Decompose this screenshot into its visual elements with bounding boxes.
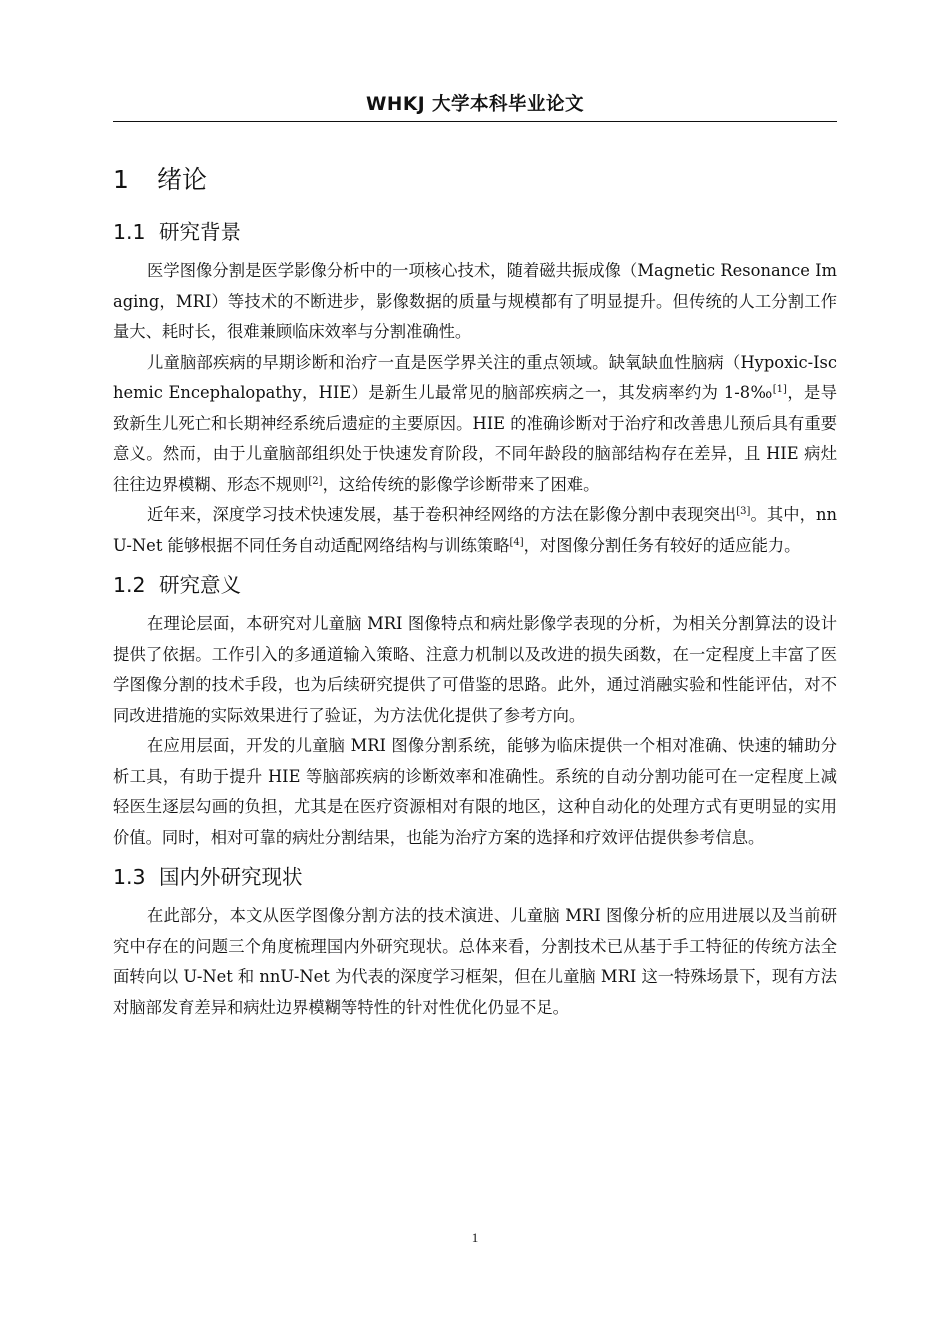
section-title: 研究意义	[159, 573, 241, 597]
paragraph	[113, 901, 837, 1023]
chapter-heading	[113, 160, 837, 200]
paragraph	[113, 500, 837, 561]
paragraph-text: 儿童脑部疾病的早期诊断和治疗一直是医学界关注的重点领域。缺氧缺血性脑病（Hypoxic-Ischemic Encephalopathy，HIE）是新生儿最常见的脑部疾病之一，其发病率约为 1-8‰	[113, 352, 837, 402]
main-content	[113, 160, 837, 1023]
running-header: WHKJ 大学本科毕业论文	[365, 94, 585, 115]
section-heading	[113, 569, 837, 601]
paragraph	[113, 609, 837, 731]
chapter-number: 1	[113, 165, 129, 194]
citation: [3]	[736, 506, 751, 517]
paragraph	[113, 731, 837, 853]
paragraph-text: 在理论层面，本研究对儿童脑 MRI 图像特点和病灶影像学表现的分析，为相关分割算法的设计提供了依据。工作引入的多通道输入策略、注意力机制以及改进的损失函数，在一定程度上丰富了医学图像分割的技术手段，也为后续研究提供了可借鉴的思路。此外，通过消融实验和性能评估，对不同改进措施的实际效果进行了验证，为方法优化提供了参考方向。	[113, 614, 837, 725]
section-number: 1.1	[113, 220, 146, 244]
section-number: 1.2	[113, 573, 146, 597]
citation: [1]	[772, 384, 787, 395]
paragraph-text: 近年来，深度学习技术快速发展，基于卷积神经网络的方法在影像分割中表现突出	[147, 505, 737, 524]
section-title: 研究背景	[159, 220, 241, 244]
section-number: 1.3	[113, 865, 146, 889]
paragraph-text: 。其中，nnU-Net 能够根据不同任务自动适配网络结构与训练策略	[113, 505, 837, 555]
citation: [4]	[509, 536, 524, 548]
section-title: 国内外研究现状	[159, 865, 303, 889]
section-heading	[113, 216, 837, 248]
paragraph-text: 在此部分，本文从医学图像分割方法的技术演进、儿童脑 MRI 图像分析的应用进展以及当前研究中存在的问题三个角度梳理国内外研究现状。总体来看，分割技术已从基于手工特征的传统方法全面转向以 U-Net 和 nnU-Net 为代表的深度学习框架，但在儿童脑 MRI 这一特殊场景下，现有方法对脑部发育差异和病灶边界模糊等特性的针对性优化仍显不足。	[113, 906, 837, 1017]
citation: [2]	[308, 475, 323, 487]
paragraph	[113, 256, 837, 348]
paragraph	[113, 348, 837, 501]
header-rule	[113, 121, 837, 122]
chapter-title: 绪论	[157, 165, 208, 194]
section-heading	[113, 861, 837, 893]
paragraph-text: ，这给传统的影像学诊断带来了困难。	[322, 474, 600, 494]
paragraph-text: ，对图像分割任务有较好的适应能力。	[523, 535, 801, 555]
paragraph-text: ，是导致新生儿死亡和长期神经系统后遗症的主要原因。HIE 的准确诊断对于治疗和改善患儿预后具有重要意义。然而，由于儿童脑部组织处于快速发育阶段，不同年龄段的脑部结构存在差异，且 HIE 病灶往往边界模糊、形态不规则	[113, 383, 837, 494]
paragraph-text: 在应用层面，开发的儿童脑 MRI 图像分割系统，能够为临床提供一个相对准确、快速的辅助分析工具，有助于提升 HIE 等脑部疾病的诊断效率和准确性。系统的自动分割功能可在一定程度上减轻医生逐层勾画的负担，尤其是在医疗资源相对有限的地区，这种自动化的处理方式有更明显的实用价值。同时，相对可靠的病灶分割结果，也能为治疗方案的选择和疗效评估提供参考信息。	[113, 736, 837, 847]
page-number: 1	[471, 1230, 479, 1245]
paragraph-text: 医学图像分割是医学影像分析中的一项核心技术，随着磁共振成像（Magnetic Resonance Imaging，MRI）等技术的不断进步，影像数据的质量与规模都有了明显提升。但传统的人工分割工作量大、耗时长，很难兼顾临床效率与分割准确性。	[113, 261, 837, 341]
